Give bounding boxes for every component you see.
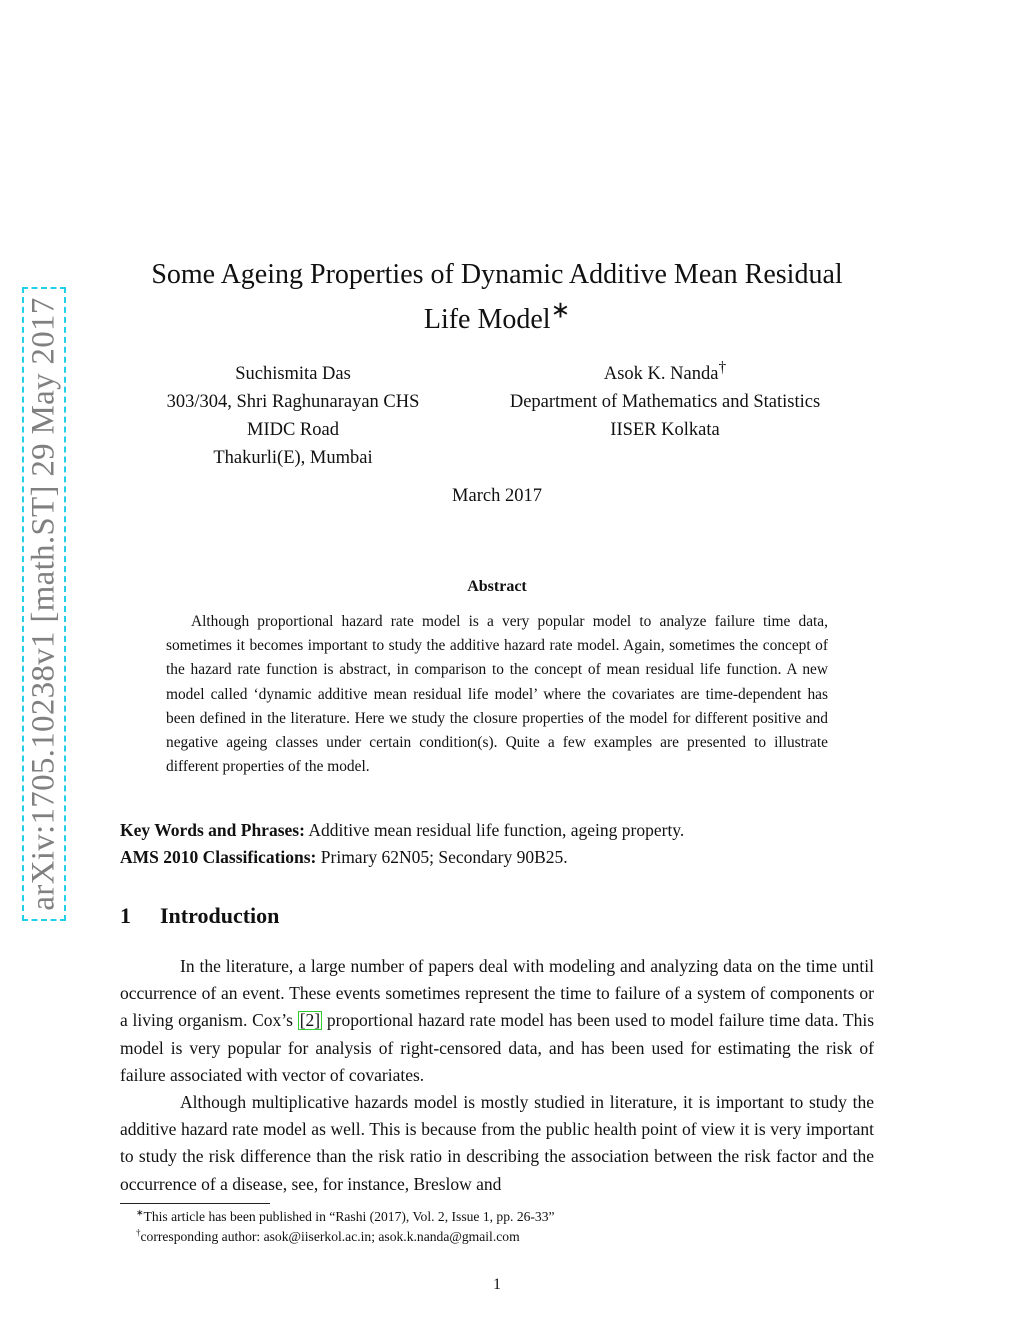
keywords-block: [120, 817, 874, 871]
author-name: Suchismita Das: [235, 364, 351, 384]
footnote-text: This article has been published in “Rashi (2017), Vol. 2, Issue 1, pp. 26-33”: [143, 1209, 555, 1224]
author-block-nanda: [460, 360, 870, 444]
section-heading-introduction: [120, 903, 279, 929]
section-title: Introduction: [160, 903, 280, 928]
author-affiliation-line: Thakurli(E), Mumbai: [213, 448, 373, 468]
author-block-das: [120, 360, 466, 472]
author-footnote-mark[interactable]: †: [718, 358, 727, 376]
keywords-label: Key Words and Phrases:: [120, 820, 305, 840]
author-affiliation-line: 303/304, Shri Raghunarayan CHS: [166, 392, 420, 412]
ams-value: Primary 62N05; Secondary 90B25.: [320, 847, 568, 867]
section-number: 1: [120, 903, 131, 928]
page-number: 1: [493, 1276, 501, 1293]
citation-link[interactable]: [2]: [299, 1010, 321, 1031]
intro-paragraph-2: Although multiplicative hazards model is mostly studied in literature, it is important to study the additive hazard rate model as well. This is because from the public health point of view it is very important to study the risk difference than the risk ratio in describing the association between the risk factor and the occurrence of a disease, see, for instance, Breslow and: [120, 1092, 874, 1194]
author-name: Asok K. Nanda: [603, 364, 719, 384]
footnote-mark: ∗: [136, 1207, 144, 1218]
arxiv-identifier[interactable]: arXiv:1705.10238v1 [math.ST] 29 May 2017: [25, 297, 62, 911]
paper-title: [120, 252, 874, 342]
keywords-value: Additive mean residual life function, ageing property.: [308, 820, 685, 840]
ams-label: AMS 2010 Classifications:: [120, 847, 317, 867]
title-line-1: Some Ageing Properties of Dynamic Additive Mean Residual: [151, 259, 843, 290]
paragraph-text: proportional hazard rate model has been used to model failure time data. This model is very popular for analysis of right-censored data, and has been used for estimating the risk of failure associated with vector of covariates.: [120, 1010, 875, 1085]
footnote-item: [120, 1227, 874, 1247]
paper-date: March 2017: [452, 486, 542, 506]
paragraph-text: In the literature, a large number of papers deal with modeling and analyzing data on the time until occurrence of an event. These events sometimes represent the time to failure of a system of components or a living organism. Cox’s: [120, 956, 874, 1031]
title-footnote-mark[interactable]: ∗: [550, 297, 571, 324]
abstract-text: Although proportional hazard rate model is a very popular model to analyze failure time data, sometimes it becomes important to study the additive hazard rate model. Again, sometimes the concept of the hazard rate function is abstract, in comparison to the concept of mean residual life function. A new model called ‘dynamic additive mean residual life model’ where the covariates are time-dependent has been defined in the literature. Here we study the closure properties of the model for different positive and negative ageing classes under certain condition(s). Quite a few examples are presented to illustrate different properties of the model.: [166, 613, 828, 776]
intro-paragraph-1: [120, 953, 874, 1089]
footnotes: [120, 1207, 874, 1247]
author-affiliation-line: MIDC Road: [247, 420, 339, 440]
author-affiliation-line: Department of Mathematics and Statistics: [509, 392, 821, 412]
footnote-item: [120, 1207, 874, 1227]
footnote-text: corresponding author: asok@iiserkol.ac.in; asok.k.nanda@gmail.com: [140, 1229, 520, 1244]
footnote-divider: [120, 1203, 270, 1204]
author-affiliation-line: IISER Kolkata: [610, 420, 720, 440]
title-line-2: Life Model: [423, 304, 551, 335]
footnote-mark: †: [136, 1227, 141, 1238]
abstract-heading: Abstract: [467, 578, 527, 595]
